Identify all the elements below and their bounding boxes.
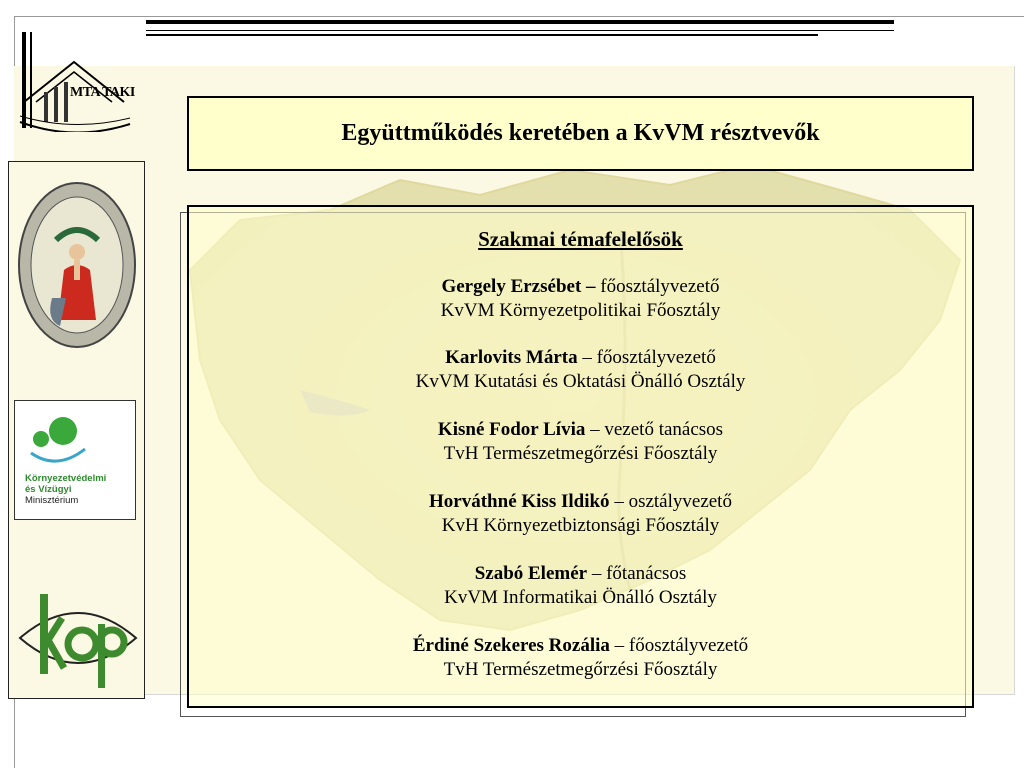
kep-logo-icon — [16, 588, 140, 692]
person-unit: KvVM Kutatási és Oktatási Önálló Osztály — [415, 371, 746, 392]
person-name: Érdiné Szekeres Rozália — [412, 635, 610, 656]
person-separator: – — [609, 491, 629, 512]
ministry-logo — [14, 400, 136, 520]
person-entry — [189, 562, 972, 610]
person-role: főosztályvezető — [600, 276, 720, 297]
person-name: Horváthné Kiss Ildikó — [429, 491, 610, 512]
person-role: vezető tanácsos — [604, 419, 724, 440]
person-name: Gergely Erzsébet — [441, 276, 582, 297]
person-unit: KvVM Informatikai Önálló Osztály — [444, 587, 717, 608]
ministry-name-line1: Környezetvédelmi — [25, 473, 107, 484]
person-unit: TvH Természetmegőrzési Főosztály — [443, 443, 718, 464]
person-separator: – — [585, 419, 605, 440]
tree-icon — [27, 411, 97, 471]
section-heading: Szakmai témafelelősök — [478, 227, 683, 251]
person-name: Szabó Elemér — [474, 563, 588, 584]
person-separator: – — [577, 347, 597, 368]
person-role: főosztályvezető — [628, 635, 749, 656]
mta-taki-logo-text: MTA TAKI — [70, 85, 135, 100]
frame-top-line — [14, 16, 1024, 17]
person-role: főosztályvezető — [596, 347, 716, 368]
person-unit: KvH Környezetbiztonsági Főosztály — [441, 515, 720, 536]
mta-taki-building-icon — [14, 32, 132, 132]
person-entry — [189, 634, 972, 682]
frame-bar-top — [146, 20, 894, 24]
academy-seal-icon — [16, 180, 138, 350]
title-box — [187, 96, 974, 171]
person-separator: – — [609, 635, 629, 656]
content-box — [187, 205, 974, 708]
person-entry — [189, 490, 972, 538]
frame-bar-top-inner — [146, 34, 818, 36]
person-role: főtanácsos — [606, 563, 687, 584]
person-entry — [189, 275, 972, 323]
person-name: Kisné Fodor Lívia — [437, 419, 586, 440]
person-unit: KvVM Környezetpolitikai Főosztály — [440, 300, 721, 321]
person-entry — [189, 346, 972, 394]
person-unit: TvH Természetmegőrzési Főosztály — [443, 659, 718, 680]
person-separator: – — [587, 563, 607, 584]
page-title: Együttműködés keretében a KvVM résztvevők — [341, 120, 820, 146]
person-name: Karlovits Márta — [445, 347, 578, 368]
person-entry — [189, 418, 972, 466]
person-role: osztályvezető — [628, 491, 732, 512]
frame-bar-top-thin — [146, 30, 894, 31]
ministry-name-line3: Minisztérium — [25, 495, 79, 506]
ministry-name-line2: és Vízügyi — [25, 484, 72, 495]
person-separator: – — [581, 276, 601, 297]
